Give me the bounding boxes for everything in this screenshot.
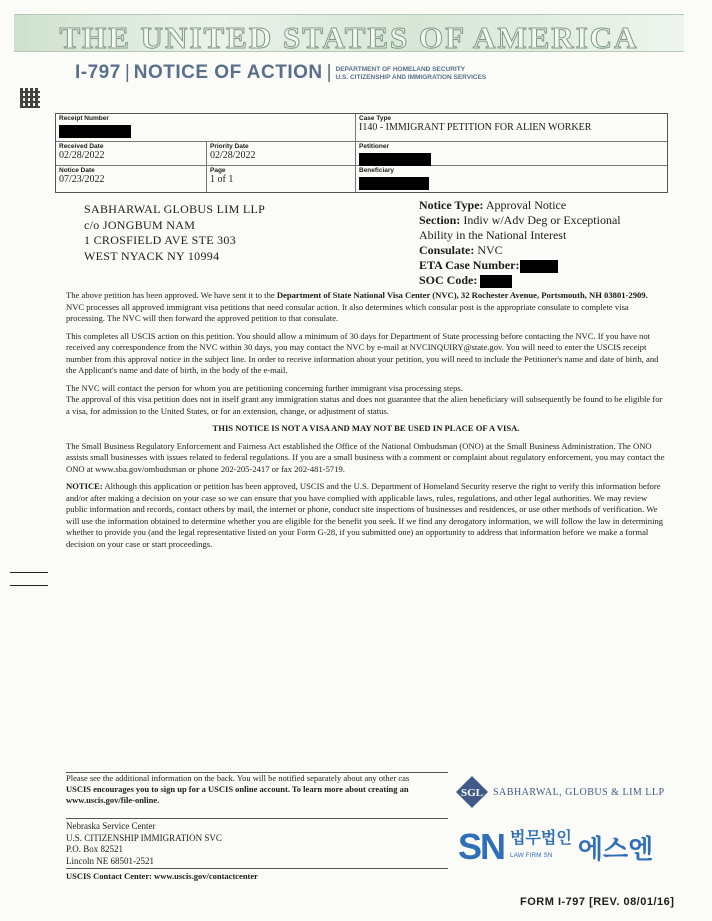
nvc-address: Department of State National Visa Center (NVC), 32 Rochester Avenue, Portsmouth, NH 03801-2909. (276, 290, 648, 300)
paragraph: The Small Business Regulatory Enforcement and Fairness Act established the Office of the National Ombudsman (ONO) at the Small Business Administration. The ONO assists small businesses with issues related to federal regulations. If you are a small business with a comment or complaint about regulatory enforcement, you may contact the ONO at www.sba.gov/ombudsman or phone 202-205-2417 or fax 202-481-5719. (66, 440, 665, 474)
priority-date-value: 02/28/2022 (210, 150, 256, 161)
contact-center: USCIS Contact Center: www.uscis.gov/contactcenter (66, 868, 448, 881)
margin-mark (10, 585, 48, 586)
service-line: U.S. CITIZENSHIP IMMIGRATION SVC (66, 832, 222, 843)
sn-logo (458, 826, 653, 868)
received-date-cell (56, 142, 207, 166)
sgl-logo (455, 775, 665, 809)
notice-details (419, 198, 621, 288)
dept-line2: U.S. CITIZENSHIP AND IMMIGRATION SERVICES (335, 73, 487, 81)
case-type-cell (356, 114, 667, 142)
additional-info (66, 772, 448, 806)
form-heading: I-797 | NOTICE OF ACTION | DEPARTMENT OF HOMELAND SECURITY U.S. CITIZENSHIP AND IMMIGRATION SERVICES (75, 62, 487, 83)
beneficiary-cell (356, 166, 667, 192)
service-line: P.O. Box 82521 (66, 844, 124, 854)
priority-date-label: Priority Date (210, 143, 249, 150)
page-label: Page (210, 167, 226, 174)
service-center-address (66, 818, 448, 867)
receipt-number-cell (56, 114, 356, 142)
consulate-label: Consulate: (419, 243, 475, 257)
page-value: 1 of 1 (210, 174, 234, 185)
qr-code-icon (20, 88, 40, 108)
notice-date-cell (56, 166, 207, 192)
consulate-value: NVC (477, 243, 503, 257)
sgl-logo-icon (455, 775, 489, 809)
sgl-name: SABHARWAL, GLOBUS & LIM LLP (493, 786, 665, 798)
sgl-mark: SGL (460, 787, 484, 799)
info-line: Please see the additional information on the back. You will be notified separately about any other cas (66, 772, 448, 784)
redaction-box (480, 275, 512, 288)
notice-label: NOTICE: (66, 481, 103, 491)
form-name: NOTICE OF ACTION (133, 62, 323, 83)
receipt-number-label: Receipt Number (59, 115, 109, 122)
address-line: c/o JONGBUM NAM (84, 217, 196, 232)
info-line: USCIS encourages you to sign up for a USCIS online account. To learn more about creating an (66, 784, 409, 794)
notice-type-label: Notice Type: (419, 198, 484, 212)
received-date-value: 02/28/2022 (59, 150, 105, 161)
petitioner-cell (356, 142, 667, 166)
section-value: Indiv w/Adv Deg or Exceptional (463, 213, 621, 227)
priority-date-cell (207, 142, 356, 166)
notice-body (66, 290, 666, 556)
address-line: 1 CROSFIELD AVE STE 303 (84, 233, 237, 247)
address-line: SABHARWAL GLOBUS LIM LLP (84, 202, 266, 216)
redaction-box (359, 177, 429, 190)
page-cell (207, 166, 356, 192)
soc-code-label: SOC Code: (419, 273, 478, 287)
visa-warning: THIS NOTICE IS NOT A VISA AND MAY NOT BE USED IN PLACE OF A VISA. (212, 423, 520, 433)
service-line: Lincoln NE 68501-2521 (66, 855, 154, 866)
section-label: Section: (419, 213, 461, 227)
received-date-label: Received Date (59, 143, 104, 150)
mailing-address (84, 202, 265, 264)
beneficiary-label: Beneficiary (359, 167, 395, 174)
form-code: I-797 (75, 62, 121, 83)
petitioner-label: Petitioner (359, 143, 389, 150)
paragraph (66, 481, 666, 550)
redaction-box (520, 260, 558, 273)
case-type-label: Case Type (359, 115, 392, 122)
service-line: Nebraska Service Center (66, 818, 448, 833)
notice-date-value: 07/23/2022 (59, 174, 105, 185)
form-revision: FORM I-797 [REV. 08/01/16] (520, 896, 675, 908)
paragraph-text: Although this application or petition has been approved, USCIS and the U.S. Department of Homeland Security reserve the right to verify this information before and/or after making a decision on your case so we can ensure that you have complied with applicable laws, rules, regulations, and other legal authorities. We may review public information and records, contact others by mail, the internet or phone, conduct site inspections of businesses and residences, or use other methods of verification. We will use the information obtained to determine whether you are eligible for the benefit you seek. If we find any derogatory information, we will follow the law in determining whether to provide you (and the legal representative listed on your Form G-28, if you submitted one) an opportunity to address that information before we make a formal decision on your case or start proceedings. (66, 481, 664, 549)
paragraph: The approval of this visa petition does not in itself grant any immigration status and does not guarantee that the alien beneficiary will subsequently be found to be eligible for a visa, for admission to the United States, or for an extension, change, or adjustment of status. (66, 394, 663, 416)
paragraph (66, 290, 666, 325)
paragraph-text: The above petition has been approved. We have sent it to the (66, 290, 277, 300)
redaction-box (59, 125, 131, 138)
paragraph-text: NVC processes all approved immigrant visa petitions that need consular action. It also determines which consular post is the appropriate consulate to complete visa processing. The NVC will then forward the approved petition to that consulate. (66, 301, 629, 323)
case-type-value: I140 - IMMIGRANT PETITION FOR ALIEN WORKER (359, 122, 592, 133)
redaction-box (359, 153, 431, 166)
dept-line1: DEPARTMENT OF HOMELAND SECURITY (335, 66, 466, 74)
sn-brand: 에스엔 (577, 834, 654, 865)
case-info-grid (55, 113, 668, 193)
address-line: WEST NYACK NY 10994 (84, 248, 220, 263)
section-value-continued: Ability in the National Interest (419, 228, 567, 242)
sn-mark: SN (458, 826, 505, 867)
banner-title: THE UNITED STATES OF AMERICA (59, 20, 639, 55)
notice-date-label: Notice Date (59, 167, 95, 174)
dept-block (336, 66, 487, 81)
sn-korean: 법무법인 (510, 828, 572, 847)
paragraph: The NVC will contact the person for whom you are petitioning concerning further immigrant visa processing steps. (66, 382, 463, 393)
header-banner (14, 14, 684, 55)
paragraph: This completes all USCIS action on this petition. You should allow a minimum of 30 days for Department of State processing before contacting the NVC. If you have not received any correspondence from the NVC within 30 days, you may contact the NVC by e-mail at NVCINQUIRY@state.gov. You will need to enter the USCIS receipt number from this approval notice in the subject line. In order to receive information about your petition, you will need to include the Petitioner's name and date of birth, and the Applicant's name and date of birth, in the body of the e-mail. (66, 330, 659, 375)
notice-type-value: Approval Notice (485, 198, 567, 212)
file-online-link[interactable]: www.uscis.gov/file-online. (66, 795, 160, 805)
margin-mark (10, 572, 48, 573)
eta-case-label: ETA Case Number: (419, 258, 520, 272)
sn-sub: LAW FIRM SN (510, 852, 553, 859)
